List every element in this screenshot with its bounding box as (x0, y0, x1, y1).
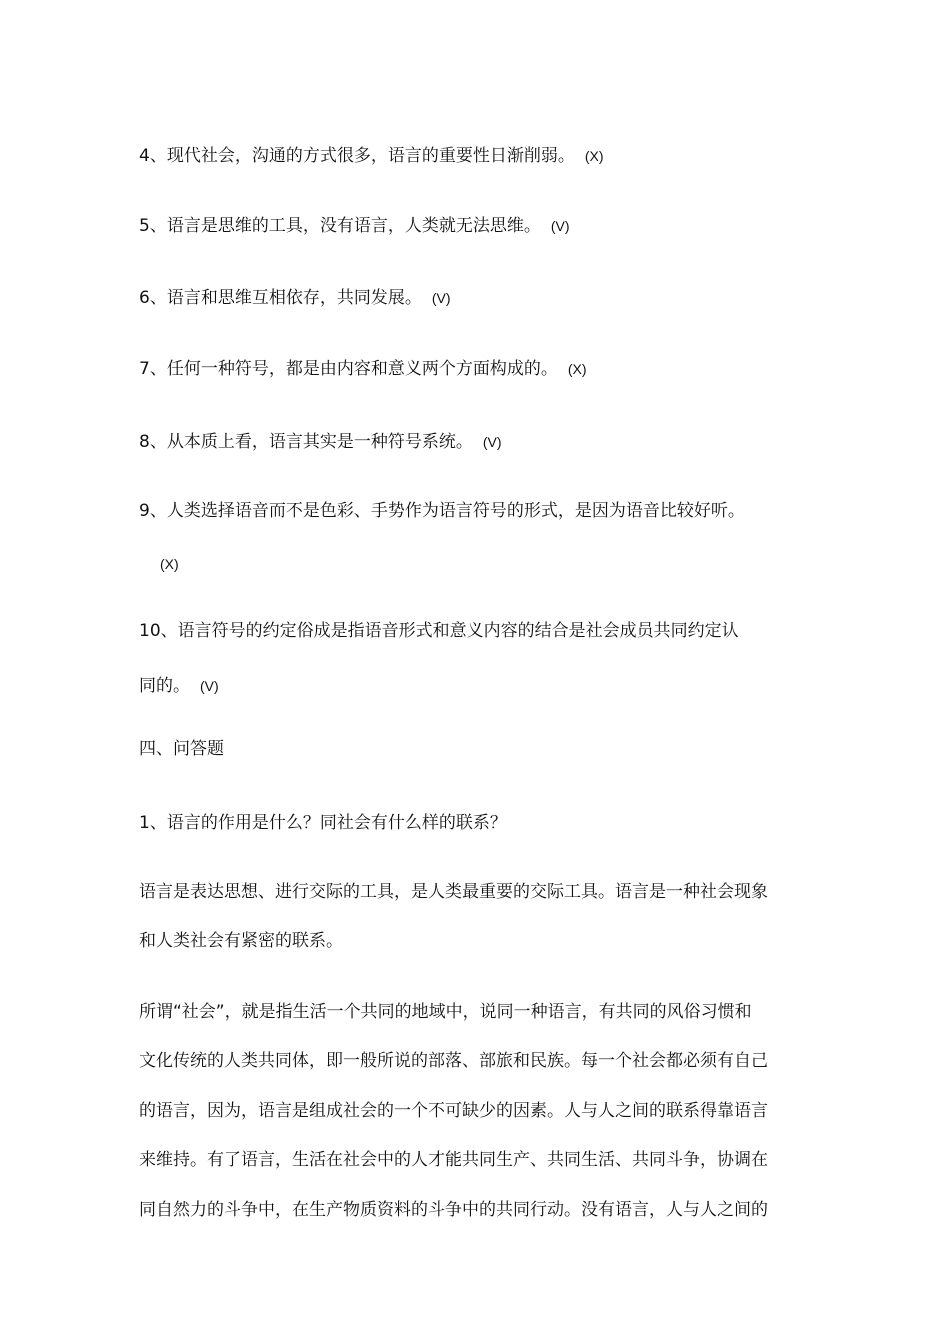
judgment-item-5 (139, 214, 570, 238)
judgment-text: 7、任何一种符号，都是由内容和意义两个方面构成的。 (139, 359, 558, 379)
judgment-text: 9、人类选择语音而不是色彩、手势作为语言符号的形式，是因为语音比较好听。 (139, 501, 745, 521)
answer-paragraph-2-line: 所谓“社会”，就是指生活一个共同的地域中，说同一种语言，有共同的风俗习惯和 (139, 1002, 752, 1022)
judgment-answer: (V) (200, 678, 219, 694)
judgment-text: 8、从本质上看，语言其实是一种符号系统。 (139, 432, 473, 452)
judgment-text: 6、语言和思维互相依存，共同发展。 (139, 288, 422, 308)
answer-paragraph-2-line: 的语言，因为，语言是组成社会的一个不可缺少的因素。人与人之间的联系得靠语言 (139, 1101, 768, 1121)
answer-paragraph-2-line: 同自然力的斗争中，在生产物质资料的斗争中的共同行动。没有语言，人与人之间的 (139, 1200, 768, 1220)
answer-paragraph-2-line: 来维持。有了语言，生活在社会中的人才能共同生产、共同生活、共同斗争，协调在 (139, 1150, 768, 1170)
judgment-item-10-line2 (139, 674, 219, 698)
judgment-answer: (X) (584, 148, 604, 164)
answer-paragraph-1-line: 和人类社会有紧密的联系。 (139, 931, 343, 951)
judgment-answer: (V) (482, 434, 502, 450)
judgment-item-6 (139, 286, 451, 310)
judgment-answer: (V) (550, 218, 570, 234)
section-title: 四、问答题 (139, 739, 224, 759)
judgment-item-9 (139, 499, 745, 523)
judgment-answer: (V) (431, 290, 451, 306)
judgment-answer: (X) (567, 361, 587, 377)
judgment-text: 4、现代社会，沟通的方式很多，语言的重要性日渐削弱。 (139, 146, 575, 166)
answer-paragraph-1-line: 语言是表达思想、进行交际的工具，是人类最重要的交际工具。语言是一种社会现象 (139, 882, 768, 902)
judgment-item-10-line1: 10、语言符号的约定俗成是指语音形式和意义内容的结合是社会成员共同约定认 (139, 621, 739, 641)
judgment-answer: (X) (160, 556, 179, 572)
judgment-text: 同的。 (139, 676, 190, 696)
judgment-item-7 (139, 357, 587, 381)
judgment-text: 5、语言是思维的工具，没有语言，人类就无法思维。 (139, 216, 541, 236)
judgment-item-4 (139, 144, 604, 168)
question-title: 1、语言的作用是什么？同社会有什么样的联系？ (139, 813, 507, 833)
answer-paragraph-2-line: 文化传统的人类共同体，即一般所说的部落、部旅和民族。每一个社会都必须有自己 (139, 1051, 768, 1071)
judgment-item-8 (139, 430, 502, 454)
